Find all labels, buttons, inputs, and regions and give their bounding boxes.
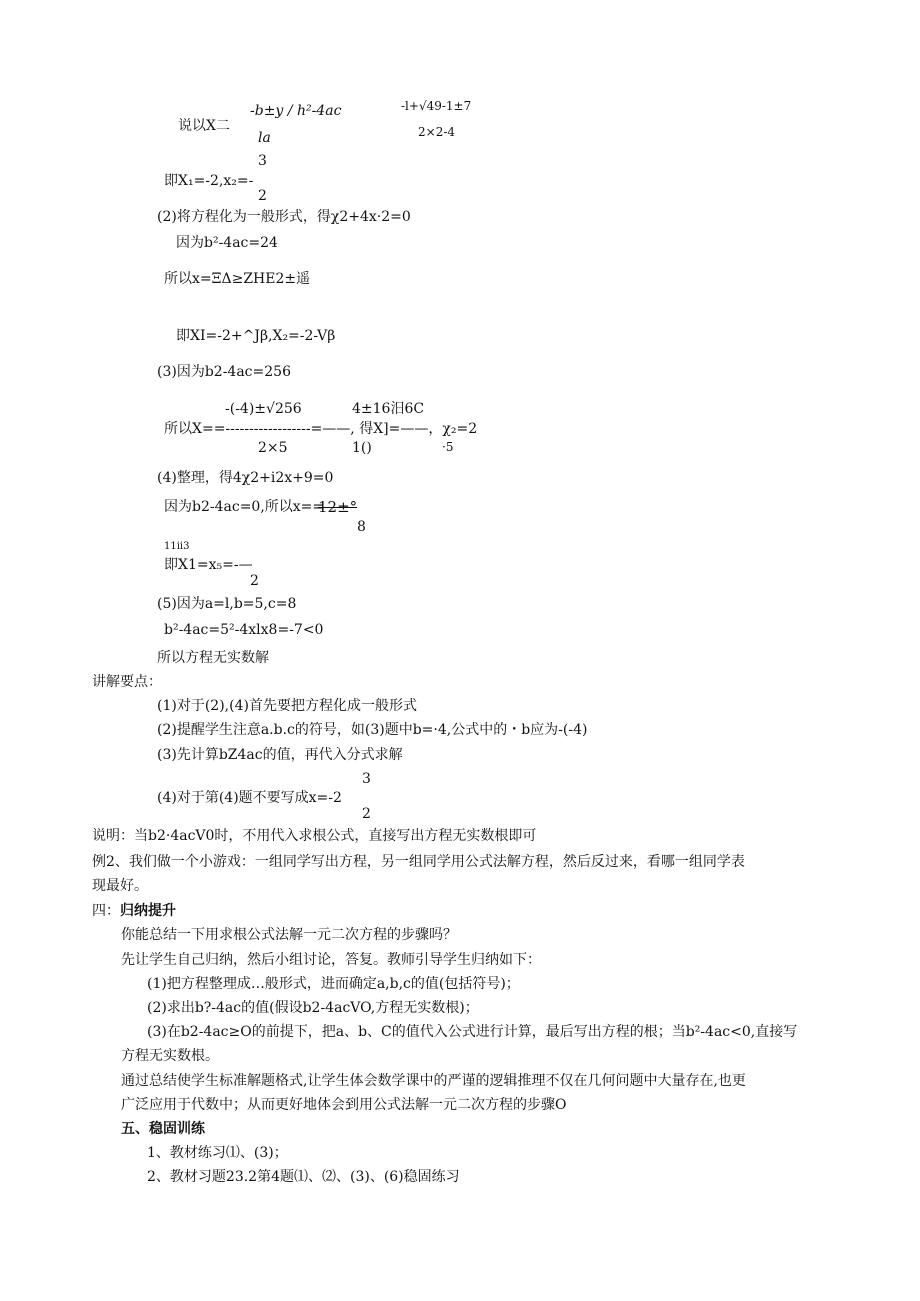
key-point-4-denominator: 2 xyxy=(362,806,371,822)
summary-paragraph-line-2: 广泛应用于代数中；从而更好地体会到用公式法解一元二次方程的步骤O xyxy=(121,1097,567,1113)
example-2-line-2: 现最好。 xyxy=(92,878,148,894)
step-2-heading: (2)将方程化为一般形式，得χ2+4x·2=0 xyxy=(157,209,411,225)
step-2-discriminant: 因为b²-4ac=24 xyxy=(176,235,278,251)
section-4-prefix: 四： xyxy=(92,903,120,919)
summary-paragraph-line-1: 通过总结使学生标准解题格式,让学生体会数学课中的严谨的逻辑推理不仅在几何问题中大量存在,也更 xyxy=(121,1073,746,1089)
step-4-result: 即X1=x₅=-— xyxy=(164,557,253,573)
summary-step-1: (1)把方程整理成…般形式，进而确定a,b,c的值(包括符号)； xyxy=(147,976,520,992)
step-2-solution: 所以x=ΞΔ≥ZHE2±遥 xyxy=(164,271,311,287)
step-5-discriminant: b²-4ac=5²-4xlx8=-7<0 xyxy=(164,622,324,638)
root-result: 即X₁=-2,x₂=- xyxy=(164,173,254,189)
section-4-heading xyxy=(92,904,176,918)
root-numerator: 3 xyxy=(258,153,267,169)
key-points-title: 讲解要点： xyxy=(92,674,162,690)
summary-step-3-line-2: 方程无实数根。 xyxy=(121,1048,219,1064)
note-paragraph: 说明：当b2·4acV0时，不用代入求根公式，直接写出方程无实数根即可 xyxy=(92,828,537,844)
key-point-3: (3)先计算bZ4ac的值，再代入分式求解 xyxy=(157,747,403,763)
step-5-result: 所以方程无实数解 xyxy=(157,650,269,666)
step-4-fraction: 12±° xyxy=(318,498,358,516)
section-4-title: 归纳提升 xyxy=(120,903,176,919)
key-point-4-numerator: 3 xyxy=(362,771,371,787)
step-4-small-note: 11ii3 xyxy=(164,541,190,552)
step-3-numerator-1: -(-4)±√256 xyxy=(225,401,302,417)
formula-denominator: la xyxy=(258,130,271,146)
step-4-heading: (4)整理，得4χ2+i2x+9=0 xyxy=(157,470,334,486)
key-point-1: (1)对于(2),(4)首先要把方程化成一般形式 xyxy=(157,698,417,714)
key-point-2: (2)提醒学生注意a.b.c的符号，如(3)题中b=·4,公式中的・b应为-(-4) xyxy=(157,722,588,738)
step-4-denominator: 8 xyxy=(357,519,366,535)
step-3-denominator-3: ·5 xyxy=(442,440,454,454)
training-item-2: 2、教材习题23.2第4题⑴、⑵、(3)、(6)稳固练习 xyxy=(147,1169,460,1185)
example-2-line-1: 例2、我们做一个小游戏：一组同学写出方程，另一组同学用公式法解方程，然后反过来，看哪一组同学表 xyxy=(92,854,745,870)
step-3-solution: 所以X==------------------=——, 得X]=——，χ₂=2 xyxy=(164,421,478,437)
section-5-title: 五、稳固训练 xyxy=(121,1121,205,1137)
step-3-denominator-1: 2×5 xyxy=(258,440,288,456)
substitution-denominator: 2×2-4 xyxy=(418,125,456,139)
step-4-result-denominator: 2 xyxy=(250,573,259,589)
root-denominator: 2 xyxy=(258,188,267,204)
step-3-heading: (3)因为b2-4ac=256 xyxy=(157,364,291,380)
step-4-discriminant: 因为b2-4ac=0,所以x== xyxy=(164,499,325,515)
formula-label: 说以X二 xyxy=(178,118,230,134)
summary-step-3-line-1: (3)在b2-4ac≥O的前提下，把a、b、C的值代入公式进行计算，最后写出方程的根；当b²-4ac<0,直接写 xyxy=(147,1024,798,1040)
step-2-result: 即XI=-2+^Jβ,X₂=-2-Vβ xyxy=(176,328,336,344)
summary-step-2: (2)求出b?-4ac的值(假设b2-4acVO,方程无实数根)； xyxy=(147,1000,479,1016)
substitution-numerator: -l+√49-1±7 xyxy=(401,99,472,113)
step-3-numerator-2: 4±16汨6C xyxy=(352,401,425,417)
formula-numerator: -b±y / h²-4ac xyxy=(250,103,342,119)
step-3-denominator-2: 1() xyxy=(352,440,372,456)
section-4-question: 你能总结一下用求根公式法解一元二次方程的步骤吗？ xyxy=(121,927,457,943)
key-point-4: (4)对于第(4)题不要写成x=-2 xyxy=(157,790,342,806)
training-item-1: 1、教材练习⑴、(3)； xyxy=(147,1145,288,1161)
section-4-intro: 先让学生自己归纳，然后小组讨论，答复。教师引导学生归纳如下： xyxy=(121,952,541,968)
step-5-heading: (5)因为a=l,b=5,c=8 xyxy=(157,596,297,612)
